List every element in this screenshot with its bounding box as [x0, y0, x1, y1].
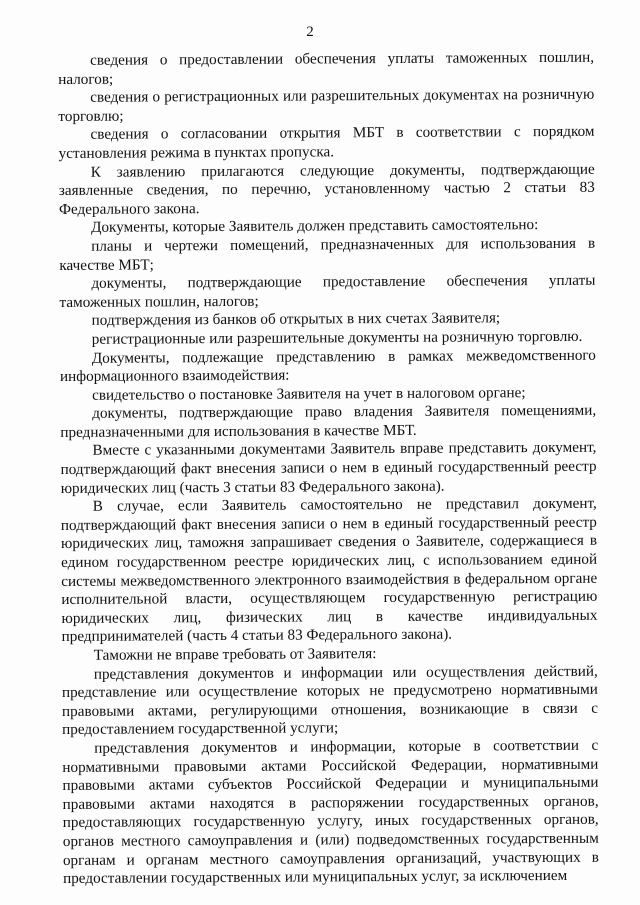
paragraph: регистрационные или разрешительные документы на розничную торговлю.: [91, 327, 583, 348]
paragraph: К заявлению прилагаются следующие документы, подтверждающие заявленные сведения, по перечню, установленному частью 2 статьи 83 Федерального закона.: [58, 160, 595, 218]
paragraph: представления документов и информации, которые в соответствии с нормативными правовыми актами Российской Федерации, нормативными правовыми актами субъектов Российской Федерации и муниципальными правовыми актами находятся в распоряжении государственных органов, предоставляющих государственную услугу, иных государственных органов, органов местного самоуправления и (или) подведомственных государственным органам и органам местного самоуправления организаций, участвующих в предоставлении государственных или муниципальных услуг, за исключением: [62, 736, 599, 888]
paragraph: сведения о регистрационных или разрешительных документах на розничную торговлю;: [58, 85, 595, 125]
paragraph: представления документов и информации или осуществления действий, представление или осуществление которых не предусмотрено нормативными правовыми актами, регулирующими отношения, возникающие в связи с предоставлением государственной услуги;: [61, 662, 599, 739]
paragraph: Документы, подлежащие представлению в рамках межведомственного информационного взаимодействия:: [59, 346, 596, 386]
paragraph: подтверждения из банков об открытых в них счетах Заявителя;: [91, 309, 501, 330]
paragraph: В случае, если Заявитель самостоятельно не представил документ, подтверждающий факт внесения записи о нем в единый государственный реестр юридических лиц, таможня запрашивает сведения о Заявителе, содержащиеся в едином государственном реестре юридических лиц, с использованием единой системы межведомственного электронного взаимодействия в федеральном органе исполнительной власти, осуществляющем государственную регистрацию юридических лиц, физических лиц в качестве индивидуальных предпринимателей (часть 4 статьи 83 Федерального закона).: [60, 494, 598, 646]
paragraph: свидетельство о постановке Заявителя на учет в налоговом органе;: [92, 383, 526, 404]
paragraph: планы и чертежи помещений, предназначенных для использования в качестве МБТ;: [59, 234, 596, 274]
paragraph: сведения о согласовании открытия МБТ в соответствии с порядком установления режима в пунктах пропуска.: [58, 123, 595, 162]
paragraph: сведения о предоставлении обеспечения уплаты таможенных пошлин, налогов;: [58, 48, 595, 88]
paragraph: Таможни не вправе требовать от Заявителя:: [93, 645, 377, 664]
page-number: 2: [306, 24, 314, 40]
paragraph: Вместе с указанными документами Заявитель вправе представить документ, подтверждающий факт внесения записи о нем в единый государственный реестр юридических лиц (часть 3 статьи 83 Федерального закона).: [60, 439, 597, 497]
paragraph: документы, подтверждающие предоставление обеспечения уплаты таможенных пошлин, налогов;: [59, 271, 596, 311]
document-body: [58, 49, 599, 889]
paragraph: Документы, которые Заявитель должен представить самостоятельно:: [91, 216, 539, 237]
paragraph: документы, подтверждающие право владения Заявителя помещениями, предназначенными для использования в качестве МБТ.: [60, 402, 597, 441]
